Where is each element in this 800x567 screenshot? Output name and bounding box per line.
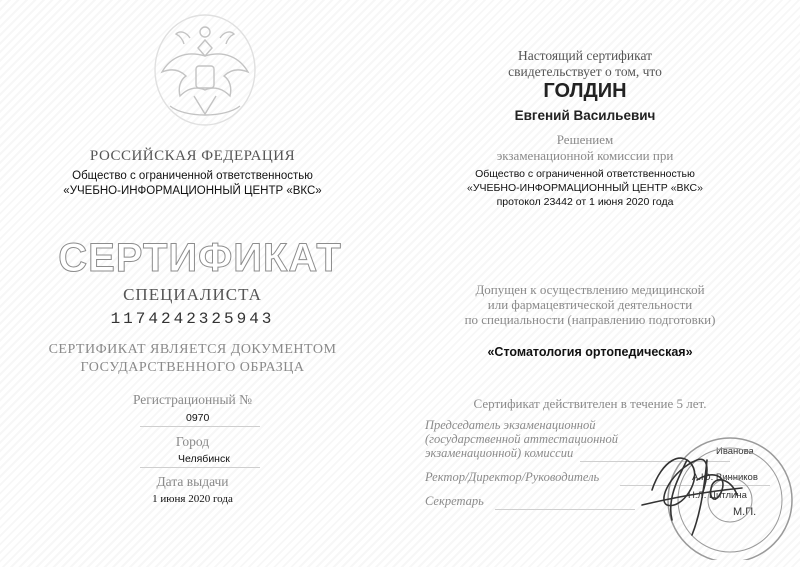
city-value: Челябинск [178,453,230,465]
validity-statement: Сертификат действителен в течение 5 лет. [473,396,707,411]
chair-label-line1: Председатель экзаменационной [425,418,596,432]
admission-line2: или фармацевтической деятельности [487,297,693,312]
commission-org-line2: «УЧЕБНО-ИНФОРМАЦИОННЫЙ ЦЕНТР «ВКС» [467,182,703,194]
chair-name: Иванова [716,446,754,457]
russian-eagle-emblem-icon [150,10,260,130]
rector-name: А.Ю. Винников [692,472,758,483]
decision-line1: Решением [556,132,614,147]
city-label: Город [175,434,210,449]
city-underline [140,467,260,468]
holder-surname: ГОЛДИН [543,80,627,102]
specialty-name: «Стоматология ортопедическая» [487,345,693,359]
document-note-line1: СЕРТИФИКАТ ЯВЛЯЕТСЯ ДОКУМЕНТОМ [48,342,337,357]
registration-number: 0970 [186,412,210,424]
registration-label: Регистрационный № [132,392,253,407]
chair-label-line2: (государственной аттестационной [425,432,618,446]
seal-place-label: М.П. [733,506,757,518]
admission-line3: по специальности (направлению подготовки) [464,312,716,327]
document-note-line2: ГОСУДАРСТВЕННОГО ОБРАЗЦА [80,360,305,375]
decision-line2: экзаменационной комиссии при [496,148,674,163]
rector-label: Ректор/Директор/Руководитель [425,470,600,484]
handwritten-signature [612,420,800,550]
certificate-subtitle: СПЕЦИАЛИСТА [123,285,262,304]
country-name: РОССИЙСКАЯ ФЕДЕРАЦИЯ [89,148,296,164]
second-rector-name: Н.Л. Цитлина [688,490,747,501]
issuer-org-line2: «УЧЕБНО-ИНФОРМАЦИОННЫЙ ЦЕНТР «ВКС» [63,185,322,197]
intro-line1: Настоящий сертификат [517,48,653,63]
holder-name: Евгений Васильевич [514,108,656,123]
chair-label-line3: экзаменационной) комиссии [425,446,574,460]
issue-date-label: Дата выдачи [156,474,229,489]
certificate-title: СЕРТИФИКАТ [58,236,342,280]
protocol-info: протокол 23442 от 1 июня 2020 года [496,196,674,208]
admission-line1: Допущен к осуществлению медицинской [475,282,705,297]
certificate-number: 1174242325943 [110,310,275,328]
registration-underline [140,426,260,427]
secretary-label: Секретарь [425,494,484,508]
certificate-left-half [0,0,385,567]
issuer-org-line1: Общество с ограниченной ответственностью [72,170,313,182]
commission-org-line1: Общество с ограниченной ответственностью [475,168,695,180]
intro-line2: свидетельствует о том, что [508,64,662,79]
issue-date-value: 1 июня 2020 года [152,493,233,505]
